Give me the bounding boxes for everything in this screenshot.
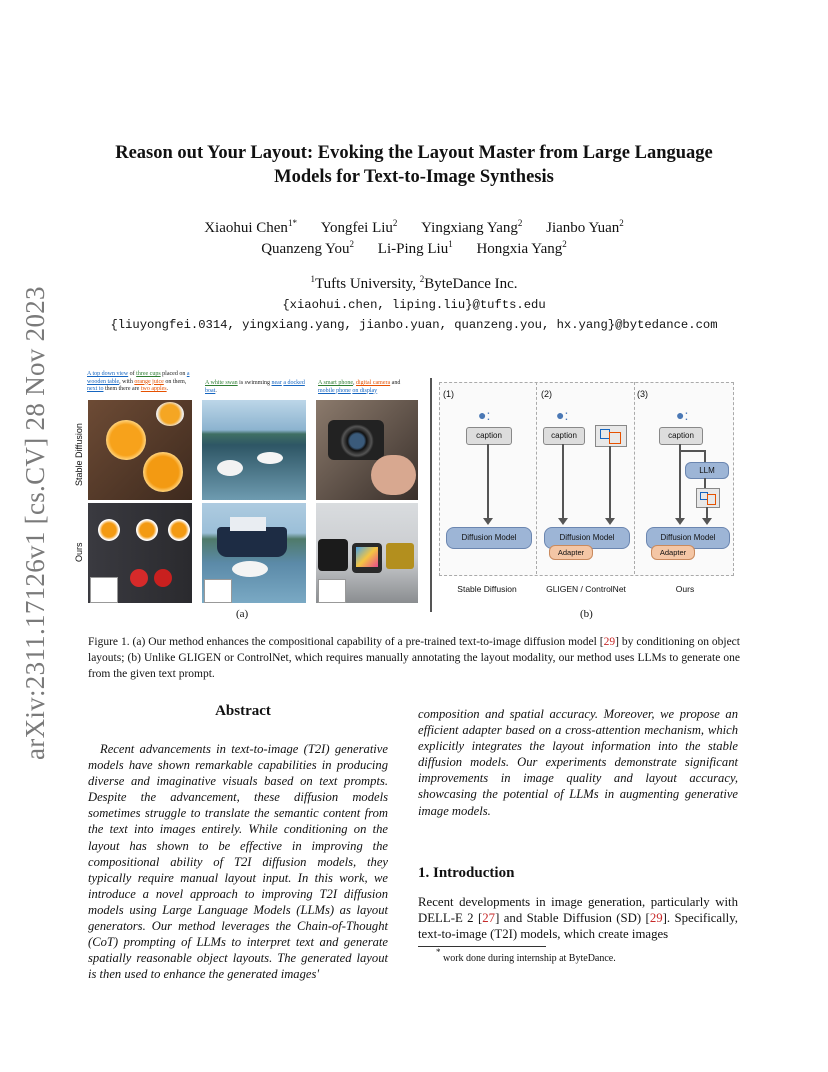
footnote: * work done during internship at ByteDance. — [436, 947, 616, 964]
authors-row-1 — [0, 218, 828, 239]
introduction-heading: 1. Introduction — [418, 865, 515, 881]
diffusion-model-box: Diffusion Model — [544, 527, 630, 549]
user-icon: ●: — [478, 407, 491, 423]
row-label-ours: Ours — [74, 542, 84, 562]
prompt-3: A smart phone, digital camera and mobile phone on display — [318, 380, 401, 394]
introduction-text: Recent developments in image generation, particularly with DELL-E 2 [27] and Stable Diffusion (SD) [29]. Specifically, text-to-image (T2I) models, which create images — [418, 895, 738, 942]
panel-3-footer: Ours — [675, 584, 695, 594]
panel-3-number: (3) — [637, 389, 648, 399]
user-icon: ●: — [676, 407, 689, 423]
email-tufts: {xiaohui.chen, liping.liu}@tufts.edu — [282, 298, 546, 312]
diffusion-model-box: Diffusion Model — [646, 527, 730, 549]
panel-2-footer: GLIGEN / ControlNet — [546, 584, 626, 594]
figure-caption: Figure 1. (a) Our method enhances the compositional capability of a pre-trained text-to-image diffusion model [29] by conditioning on object layouts; (b) Unlike GLIGEN or ControlNet, which requires manually annotating the layout modality, our method uses LLMs to generate one from the given text prompt. — [88, 636, 740, 680]
adapter-box: Adapter — [549, 545, 593, 560]
email-bytedance: {liuyongfei.0314, yingxiang.yang, jianbo.yuan, quanzeng.you, hx.yang}@bytedance.com — [110, 318, 718, 332]
arrow-head-icon — [483, 518, 493, 525]
author: Hongxia Yang$^2$ — [476, 239, 567, 257]
authors-row-2 — [0, 239, 828, 260]
figure-label-a: (a) — [236, 608, 249, 620]
layout-box-icon — [595, 425, 627, 447]
image-ours-juice — [88, 503, 192, 603]
image-ours-camera — [316, 503, 418, 603]
layout-box-icon — [696, 488, 720, 508]
prompt-2: A white swan is swimming near a docked boat. — [205, 380, 305, 394]
author: Xiaohui Chen$^{1*}$ — [204, 218, 297, 236]
abstract-heading: Abstract — [215, 703, 271, 719]
image-sd-juice — [88, 400, 192, 500]
abstract-text-left: Recent advancements in text-to-image (T2I) generative models have shown remarkable capabilities in producing diverse and imaginative visuals based on text prompts. Despite the advancement, these diffusion models sometimes struggle to translate the semantic content from the text into images entirely. While conditioning on the layout has shown to be effective in improving the compositional ability of T2I diffusion models, they typically require manual layout input. In this work, we introduce a novel approach to improving T2I diffusion models using Large Language Models (LLMs) as layout generators. Our method leverages the Chain-of-Thought (CoT) prompting of LLMs to interpret text and generate spatially reasonable object layouts. The generated layout is then used to enhance the generated images' — [88, 742, 388, 982]
user-icon: ●: — [556, 407, 569, 423]
arrow-head-icon — [605, 518, 615, 525]
panel-1-number: (1) — [443, 389, 454, 399]
author: Li-Ping Liu$^1$ — [377, 239, 453, 257]
image-sd-camera — [316, 400, 418, 500]
diffusion-model-box: Diffusion Model — [446, 527, 532, 549]
panel-2-number: (2) — [541, 389, 552, 399]
title-line-2: Models for Text-to-Image Synthesis — [274, 167, 554, 187]
arrow-head-icon — [675, 518, 685, 525]
affiliations: $^1$Tufts University, $^2$ByteDance Inc. — [310, 274, 518, 292]
author-list — [0, 218, 828, 260]
author: Quanzeng You$^2$ — [261, 239, 355, 257]
figure-label-b: (b) — [580, 608, 593, 620]
caption-box: caption — [466, 427, 512, 445]
arrow-head-icon — [558, 518, 568, 525]
panel-1-footer: Stable Diffusion — [457, 584, 517, 594]
arrow-head-icon — [702, 518, 712, 525]
title-line-1: Reason out Your Layout: Evoking the Layout Master from Large Language — [115, 143, 713, 163]
author: Jianbo Yuan$^2$ — [546, 218, 624, 236]
caption-box: caption — [543, 427, 585, 445]
adapter-box: Adapter — [651, 545, 695, 560]
llm-box: LLM — [685, 462, 729, 479]
image-sd-swan — [202, 400, 306, 500]
prompt-1: A top down view of three cups placed on a wooden table, with orange juice on them, next to them there are two apples. — [87, 371, 190, 392]
image-ours-swan — [202, 503, 306, 603]
caption-box: caption — [659, 427, 703, 445]
row-label-stable-diffusion: Stable Diffusion — [74, 423, 84, 486]
figure-separator — [430, 378, 432, 612]
abstract-text-right: composition and spatial accuracy. Moreover, we propose an efficient adapter based on a cross-attention mechanism, which explicitly integrates the layout information into the stable diffusion models. Our experiments demonstrate significant improvements in image quality and layout accuracy, showcasing the potential of LLMs in augmenting generative image models. — [418, 707, 738, 818]
author: Yongfei Liu$^2$ — [320, 218, 398, 236]
paper-title — [0, 141, 828, 189]
author: Yingxiang Yang$^2$ — [421, 218, 523, 236]
arxiv-identifier: arXiv:2311.17126v1 [cs.CV] 28 Nov 2023 — [20, 286, 50, 760]
